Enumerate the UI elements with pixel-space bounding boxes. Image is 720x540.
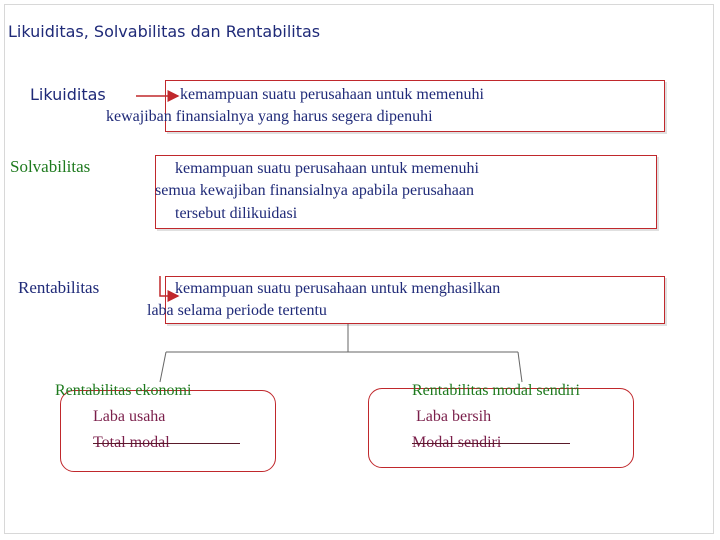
definition-likuiditas-line-2: kewajiban finansialnya yang harus segera dipenuhi [106, 108, 433, 125]
tree-left-branch [160, 352, 166, 382]
tree-right-branch [518, 352, 522, 382]
arrow-rentabilitas [160, 276, 178, 296]
definition-solvabilitas-line-3: tersebut dilikuidasi [175, 205, 298, 222]
slide-title: Likuiditas, Solvabilitas dan Rentabilitas [8, 22, 321, 41]
term-likuiditas: Likuiditas [30, 85, 106, 104]
definition-rentabilitas-line-2: laba selama periode tertentu [147, 302, 327, 319]
branch-title-rentabilitas-modal-sendiri: Rentabilitas modal sendiri [412, 382, 580, 399]
denominator-total-modal: Total modal [93, 434, 170, 451]
term-solvabilitas: Solvabilitas [10, 157, 91, 176]
definition-rentabilitas-line-1: kemampuan suatu perusahaan untuk menghasilkan [175, 280, 501, 297]
definition-solvabilitas-line-2: semua kewajiban finansialnya apabila perusahaan [155, 182, 474, 199]
definition-likuiditas-line-1: kemampuan suatu perusahaan untuk memenuhi [180, 86, 484, 103]
branch-title-rentabilitas-ekonomi: Rentabilitas ekonomi [55, 382, 192, 399]
definition-solvabilitas-line-1: kemampuan suatu perusahaan untuk memenuhi [175, 160, 479, 177]
term-rentabilitas: Rentabilitas [18, 278, 100, 297]
denominator-modal-sendiri: Modal sendiri [412, 434, 502, 451]
numerator-laba-usaha: Laba usaha [93, 408, 166, 425]
numerator-laba-bersih: Laba bersih [416, 408, 492, 425]
